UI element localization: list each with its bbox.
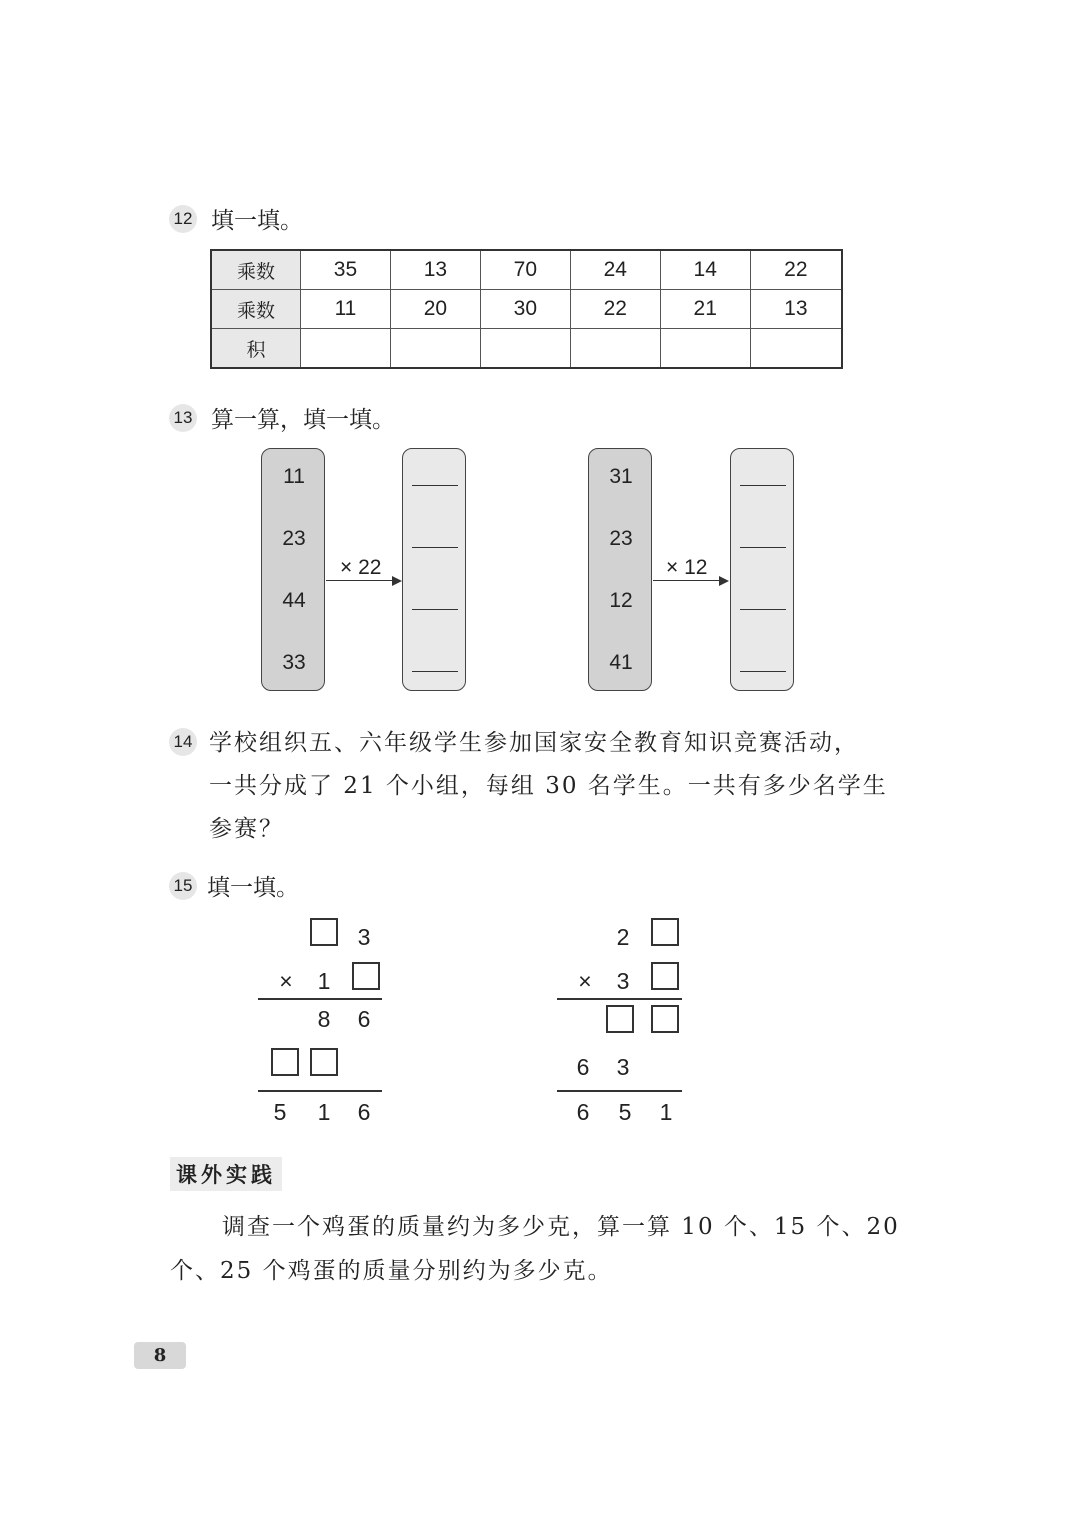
- input-number: 11: [283, 465, 305, 488]
- question-text-line: 一共分成了 21 个小组，每组 30 名学生。一共有多少名学生: [209, 773, 888, 799]
- output-column: [730, 448, 794, 691]
- divider-line: [258, 1090, 382, 1092]
- input-number: 12: [609, 589, 633, 612]
- table-row: [211, 329, 842, 369]
- table-cell: 30: [480, 290, 570, 329]
- arrow-head: [392, 576, 402, 586]
- digit-box[interactable]: [651, 962, 679, 990]
- question-number-badge: [169, 872, 197, 900]
- question-number: 13: [173, 408, 193, 427]
- table-cell: 13: [750, 290, 842, 329]
- digit: 1: [659, 1099, 673, 1125]
- divider-line: [557, 1090, 682, 1092]
- question-text-line: 学校组织五、六年级学生参加国家安全教育知识竞赛活动，: [209, 730, 859, 756]
- table-cell: 22: [570, 290, 660, 329]
- input-number: 41: [609, 651, 633, 674]
- digit: 3: [616, 1054, 630, 1080]
- divider-line: [258, 998, 382, 1000]
- row-label: 乘数: [211, 290, 301, 329]
- digit: 1: [317, 1099, 331, 1125]
- answer-blank[interactable]: [412, 485, 458, 486]
- input-number: 31: [609, 465, 633, 488]
- digit: 3: [357, 924, 371, 950]
- question-number: 14: [173, 732, 193, 751]
- answer-cell[interactable]: [570, 329, 660, 369]
- table-row: [211, 250, 842, 290]
- answer-blank[interactable]: [740, 671, 786, 672]
- table-cell: 70: [480, 250, 570, 290]
- input-number: 33: [282, 651, 306, 674]
- multiplication-table: [210, 249, 843, 369]
- question-text-line: 参赛？: [209, 816, 284, 842]
- page-number: 8: [134, 1342, 186, 1369]
- question-number-badge: [169, 205, 197, 233]
- digit: 5: [273, 1099, 287, 1125]
- input-column: [588, 448, 652, 691]
- digit: 5: [618, 1099, 632, 1125]
- digit-box[interactable]: [310, 1048, 338, 1076]
- digit-box[interactable]: [651, 1005, 679, 1033]
- arrow: [653, 580, 720, 581]
- digit: 1: [317, 968, 331, 994]
- digit: 6: [357, 1006, 371, 1032]
- question-title: 填一填。: [207, 875, 299, 901]
- input-number: 23: [609, 527, 633, 550]
- answer-cell[interactable]: [750, 329, 842, 369]
- practice-text-line: 调查一个鸡蛋的质量约为多少克，算一算 10 个、15 个、20: [222, 1214, 900, 1240]
- digit: 6: [576, 1054, 590, 1080]
- arrow-head: [719, 576, 729, 586]
- answer-blank[interactable]: [412, 609, 458, 610]
- table-cell: 21: [660, 290, 750, 329]
- multiply-sign: ×: [279, 968, 293, 994]
- arrow: [326, 580, 393, 581]
- digit-box[interactable]: [271, 1048, 299, 1076]
- question-title: 填一填。: [211, 208, 303, 234]
- practice-text-line: 个、25 个鸡蛋的质量分别约为多少克。: [170, 1258, 613, 1284]
- question-title: 算一算，填一填。: [211, 407, 395, 433]
- answer-cell[interactable]: [301, 329, 391, 369]
- answer-blank[interactable]: [412, 547, 458, 548]
- answer-cell[interactable]: [660, 329, 750, 369]
- divider-line: [557, 998, 682, 1000]
- digit-box[interactable]: [651, 918, 679, 946]
- section-title: 课外实践: [170, 1157, 282, 1191]
- table-cell: 24: [570, 250, 660, 290]
- table-cell: 14: [660, 250, 750, 290]
- row-label: 乘数: [211, 250, 301, 290]
- output-column: [402, 448, 466, 691]
- question-number: 15: [173, 876, 193, 895]
- answer-blank[interactable]: [740, 609, 786, 610]
- table-cell: 35: [301, 250, 391, 290]
- answer-cell[interactable]: [390, 329, 480, 369]
- digit: 6: [576, 1099, 590, 1125]
- digit: 3: [616, 968, 630, 994]
- table-cell: 13: [390, 250, 480, 290]
- digit: 8: [317, 1006, 331, 1032]
- input-number: 44: [282, 589, 306, 612]
- question-number-badge: [169, 404, 197, 432]
- answer-blank[interactable]: [412, 671, 458, 672]
- operator-label: × 22: [340, 556, 382, 579]
- multiply-sign: ×: [578, 968, 592, 994]
- answer-blank[interactable]: [740, 547, 786, 548]
- answer-blank[interactable]: [740, 485, 786, 486]
- table-row: [211, 290, 842, 329]
- row-label: 积: [211, 329, 301, 369]
- input-number: 23: [282, 527, 306, 550]
- answer-cell[interactable]: [480, 329, 570, 369]
- digit: 6: [357, 1099, 371, 1125]
- digit-box[interactable]: [606, 1005, 634, 1033]
- operator-label: × 12: [666, 556, 708, 579]
- question-number-badge: [169, 728, 197, 756]
- table-cell: 11: [301, 290, 391, 329]
- digit-box[interactable]: [352, 962, 380, 990]
- input-column: [261, 448, 325, 691]
- digit-box[interactable]: [310, 918, 338, 946]
- table-cell: 20: [390, 290, 480, 329]
- digit: 2: [616, 924, 630, 950]
- table-cell: 22: [750, 250, 842, 290]
- question-number: 12: [173, 209, 193, 228]
